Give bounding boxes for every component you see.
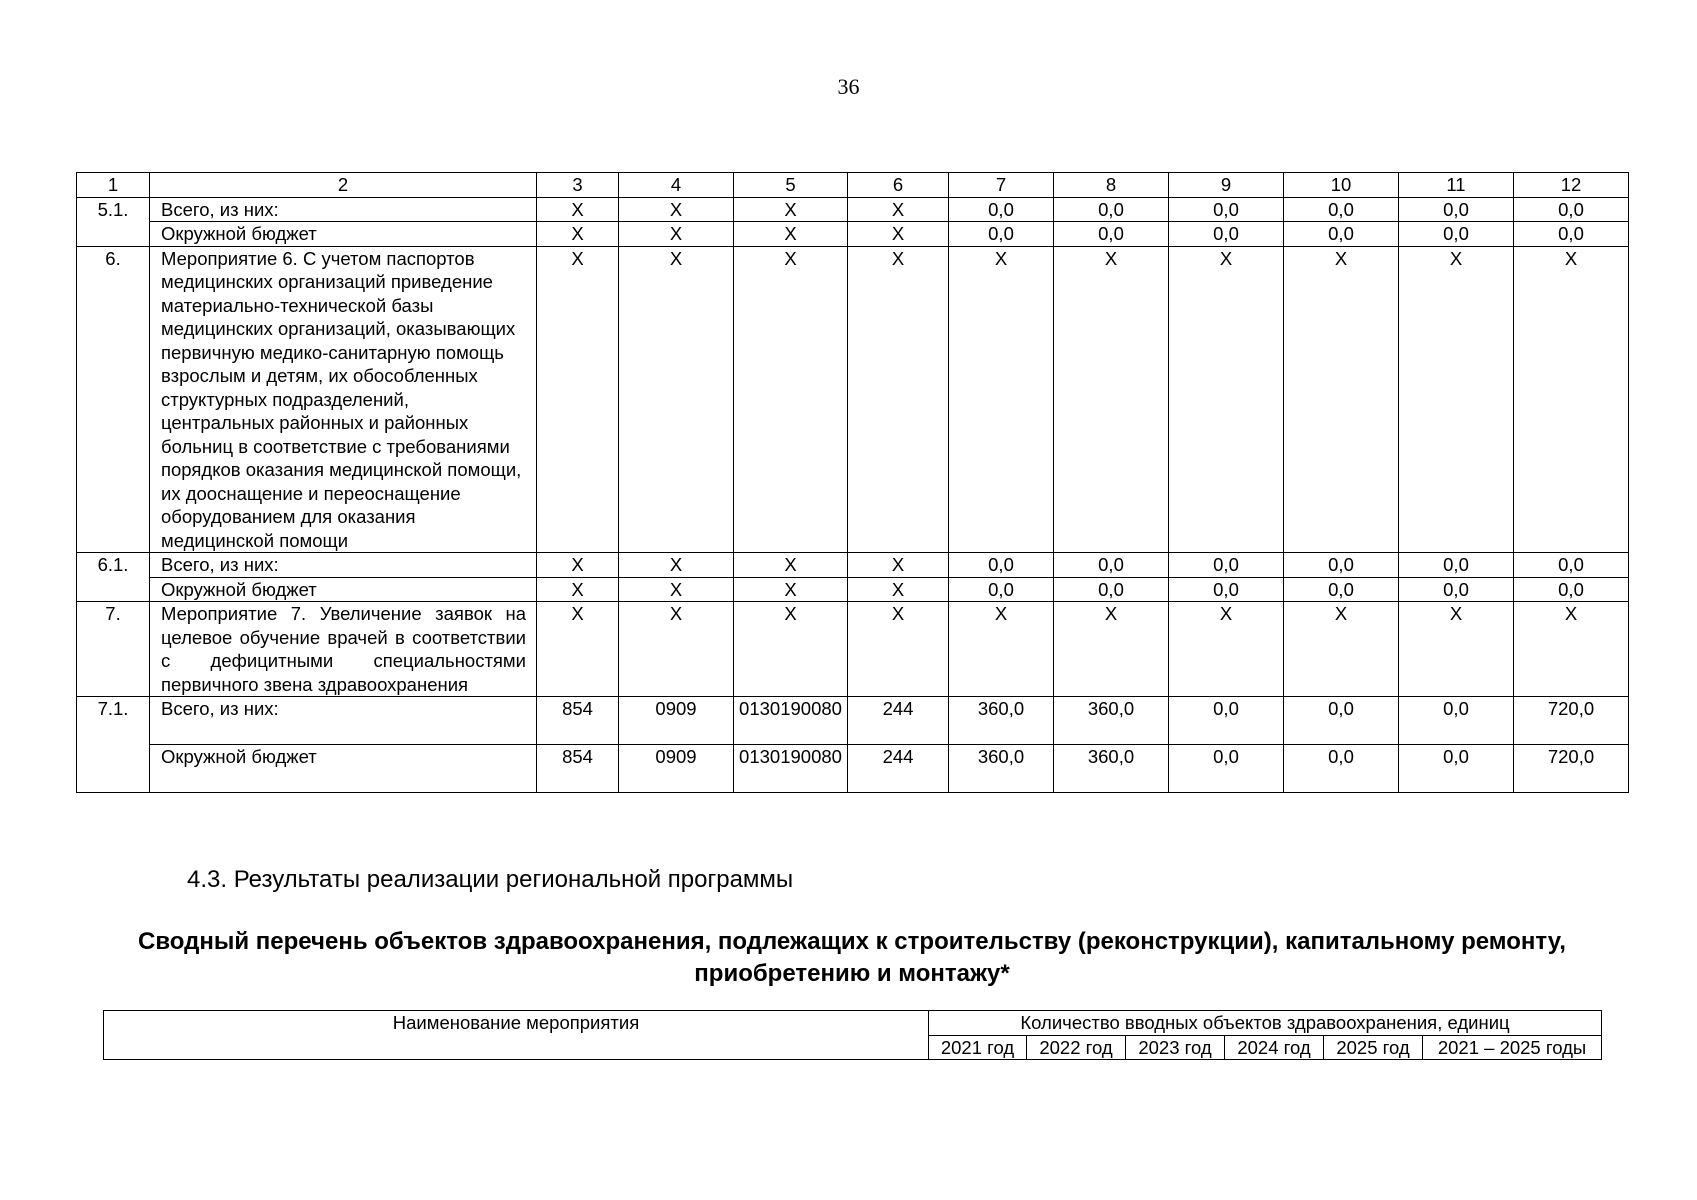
row-name: Мероприятие 6. С учетом паспортов медицинских организаций приведение материально-технической базы медицинских организаций, оказывающих первичную медико-санитарную помощь взрослым и детям, их обособленных структурных подразделений, центральных районных и районных больниц в соответствие с требованиями порядков оказания медицинской помощи, их дооснащение и переоснащение оборудованием для оказания медицинской помощи [150,246,537,553]
table-cell: X [848,222,949,247]
table-cell: X [1514,246,1629,553]
table-cell: 360,0 [949,697,1054,745]
row-number: 5.1. [77,197,150,246]
objects-table [103,1010,1602,1060]
table-cell: 0,0 [1054,577,1169,602]
header-cell: 11 [1399,173,1514,198]
table-cell: X [734,577,848,602]
table-cell: X [619,602,734,697]
table-cell: 0,0 [1169,577,1284,602]
table-cell: X [1399,246,1514,553]
header-cell: 6 [848,173,949,198]
row-name: Всего, из них: [150,697,537,745]
row-name: Всего, из них: [150,197,537,222]
header-cell: 4 [619,173,734,198]
page-number: 36 [837,74,860,99]
table-cell: X [848,602,949,697]
table-cell: 0,0 [1514,222,1629,247]
table-row [77,222,1629,247]
table-cell: X [734,222,848,247]
table-cell: X [1054,602,1169,697]
table-cell: X [537,553,619,578]
row-name: Всего, из них: [150,553,537,578]
header-cell: 2021 год [929,1035,1027,1060]
table-cell: 0,0 [1399,197,1514,222]
table-cell: 0,0 [949,222,1054,247]
table-cell: 360,0 [1054,745,1169,793]
table-header-row [104,1011,1602,1036]
table-cell: X [1399,602,1514,697]
table-cell: X [1284,246,1399,553]
table-cell: 0,0 [1284,553,1399,578]
table-cell: X [1169,246,1284,553]
table-cell: X [734,197,848,222]
header-cell: 12 [1514,173,1629,198]
table-cell: X [619,577,734,602]
header-cell: 2 [150,173,537,198]
header-cell: 9 [1169,173,1284,198]
table-cell: X [848,246,949,553]
table-cell: 0,0 [1169,222,1284,247]
table-cell: 0130190080 [734,745,848,793]
table-cell: 0,0 [1284,222,1399,247]
table-header-row [77,173,1629,198]
header-cell: 10 [1284,173,1399,198]
table-cell: X [537,602,619,697]
table-row [77,697,1629,745]
table-cell: 0,0 [1284,697,1399,745]
table-cell: 0,0 [1284,745,1399,793]
table-row [77,745,1629,793]
header-cell: 2023 год [1126,1035,1225,1060]
table-cell: 0909 [619,697,734,745]
table-cell: 0,0 [1284,197,1399,222]
table-cell: 244 [848,697,949,745]
row-name: Окружной бюджет [150,577,537,602]
table-cell: 0,0 [1399,222,1514,247]
table-cell: X [537,577,619,602]
table-row [77,553,1629,578]
table-cell: X [619,197,734,222]
table-cell: 0,0 [1514,553,1629,578]
table-cell: X [1284,602,1399,697]
table-cell: X [734,602,848,697]
table-cell: X [619,246,734,553]
table-cell: 0,0 [1054,222,1169,247]
table-cell: X [949,602,1054,697]
table-cell: 0,0 [1054,197,1169,222]
table-row [77,246,1629,553]
table-cell: X [848,197,949,222]
table-row [77,577,1629,602]
table-cell: 0,0 [1399,745,1514,793]
table-cell: 244 [848,745,949,793]
header-cell: Количество вводных объектов здравоохранения, единиц [929,1011,1602,1036]
table-cell: 0,0 [1514,197,1629,222]
table-cell: 0,0 [1169,745,1284,793]
table-row [77,197,1629,222]
table-cell: 0,0 [949,577,1054,602]
table-cell: X [1054,246,1169,553]
header-cell: 2021 – 2025 годы [1423,1035,1602,1060]
table-cell: X [949,246,1054,553]
table-cell: 0,0 [1399,577,1514,602]
table-cell: 854 [537,697,619,745]
row-number: 7. [77,602,150,697]
table-cell: 0,0 [1399,553,1514,578]
row-name: Мероприятие 7. Увеличение заявок на целевое обучение врачей в соответствии с дефицитными специальностями первичного звена здравоохранения [150,602,537,697]
header-cell: Наименование мероприятия [104,1011,929,1060]
table-cell: 854 [537,745,619,793]
table-cell: X [537,197,619,222]
table-cell: X [1169,602,1284,697]
table-cell: 0,0 [1514,577,1629,602]
header-cell: 7 [949,173,1054,198]
table-cell: 0,0 [1169,697,1284,745]
row-name: Окружной бюджет [150,745,537,793]
table-cell: 0,0 [1054,553,1169,578]
header-cell: 8 [1054,173,1169,198]
table-cell: 360,0 [949,745,1054,793]
header-cell: 2025 год [1324,1035,1423,1060]
row-number: 6.1. [77,553,150,602]
table-cell: 0,0 [1284,577,1399,602]
table-cell: 0,0 [949,197,1054,222]
table-cell: 0909 [619,745,734,793]
table-cell: X [537,222,619,247]
table-cell: X [619,222,734,247]
table-cell: 720,0 [1514,745,1629,793]
table-cell: 0,0 [949,553,1054,578]
summary-title: Сводный перечень объектов здравоохранения, подлежащих к строительству (реконструкции), капитальному ремонту, приобретению и монтажу* [138,928,1566,987]
header-cell: 5 [734,173,848,198]
table-row [77,602,1629,697]
table-cell: X [734,553,848,578]
row-number: 7.1. [77,697,150,793]
table-cell: X [848,577,949,602]
table-cell: X [1514,602,1629,697]
table-cell: 360,0 [1054,697,1169,745]
table-cell: 0,0 [1169,197,1284,222]
table-cell: 0,0 [1169,553,1284,578]
header-cell: 1 [77,173,150,198]
budget-table [76,172,1629,793]
section-heading: 4.3. Результаты реализации региональной программы [187,866,794,893]
header-cell: 3 [537,173,619,198]
table-cell: X [734,246,848,553]
row-number: 6. [77,246,150,553]
header-cell: 2022 год [1027,1035,1126,1060]
table-cell: 0130190080 [734,697,848,745]
table-cell: X [619,553,734,578]
table-cell: 720,0 [1514,697,1629,745]
table-cell: 0,0 [1399,697,1514,745]
table-cell: X [848,553,949,578]
table-cell: X [537,246,619,553]
row-name: Окружной бюджет [150,222,537,247]
header-cell: 2024 год [1225,1035,1324,1060]
